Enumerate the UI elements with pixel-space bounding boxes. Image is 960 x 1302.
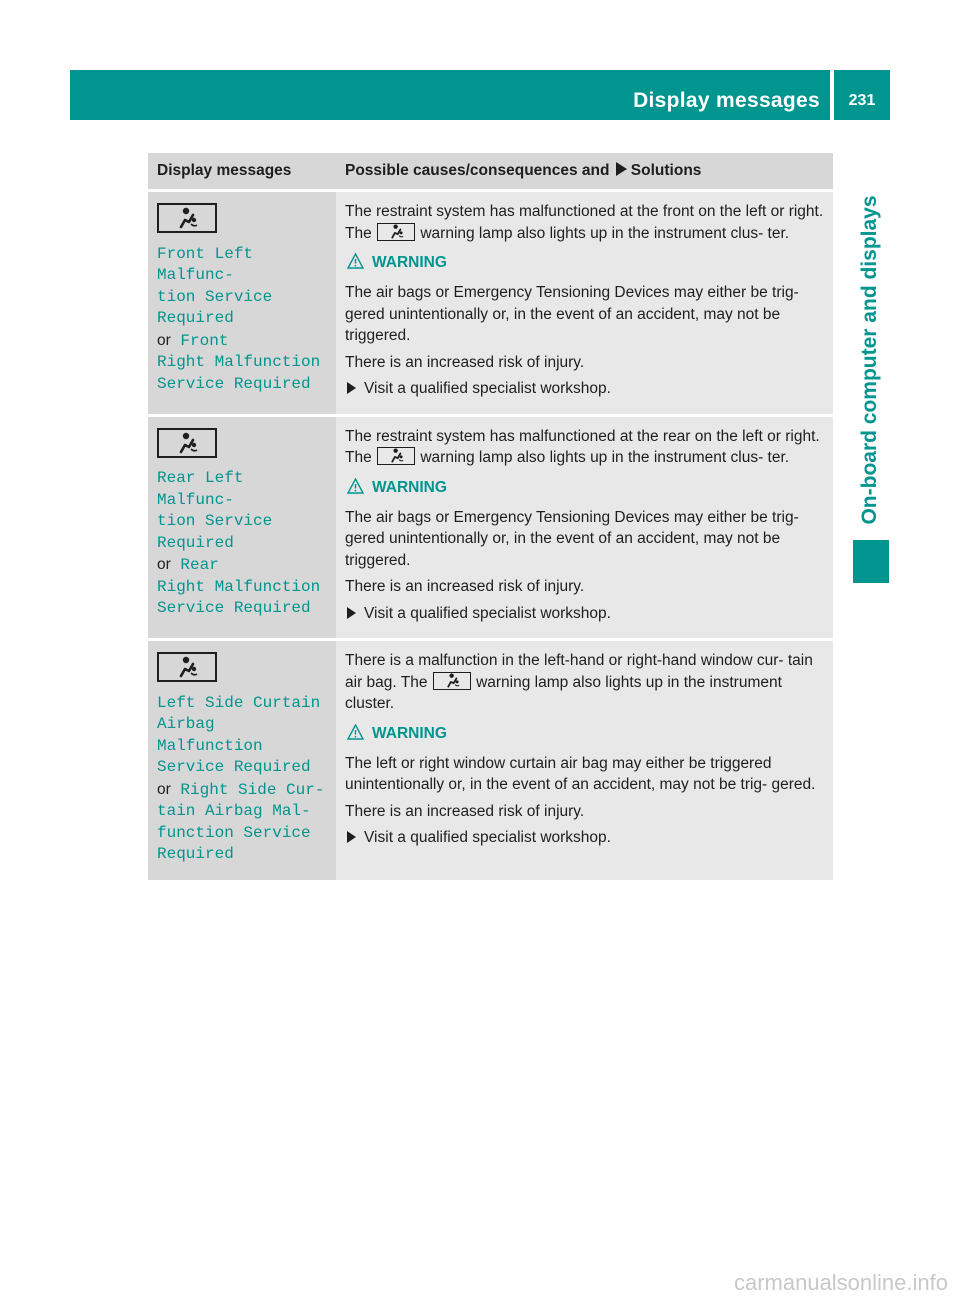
cause-text-end: warning lamp also lights up in the instrument clus‐ ter. (420, 449, 790, 466)
arrow-right-icon (347, 831, 356, 843)
message-text: function Service (157, 823, 311, 842)
table-row (148, 640, 833, 880)
display-messages-table (148, 153, 833, 880)
section-title: Display messages (633, 89, 820, 112)
warning-label: WARNING (372, 724, 447, 742)
message-text: Left Side Curtain (157, 693, 321, 712)
message-text: Rear (180, 556, 219, 574)
cause-text-start: The restraint system has malfunctioned at the rear on the left or right. The (345, 427, 820, 466)
arrow-right-icon (347, 607, 356, 619)
airbag-warning-icon (157, 203, 217, 233)
warning-triangle-icon (345, 479, 372, 496)
display-message-cell (148, 415, 336, 640)
message-text: tion Service (157, 287, 273, 306)
warning-label: WARNING (372, 478, 447, 496)
risk-text: There is an increased risk of injury. (345, 578, 585, 595)
arrow-right-icon (347, 382, 356, 394)
display-message-cell (148, 191, 336, 416)
column-header-solutions-label: Possible causes/consequences and (345, 162, 610, 180)
airbag-warning-icon (377, 447, 415, 465)
airbag-warning-icon (157, 428, 217, 458)
watermark: carmanualsonline.info (733, 1270, 948, 1295)
message-text: Airbag Malfunction (157, 715, 263, 755)
column-header-solutions-suffix: Solutions (630, 162, 702, 180)
warning-text: The left or right window curtain air bag may either be triggered unintentionally or, in the event of an accident, may not be trig‐ gered. (345, 754, 816, 793)
solution-cell (336, 415, 833, 640)
action-item (345, 603, 827, 625)
cause-text-start: The restraint system has malfunctioned at the front on the left or right. The (345, 203, 824, 242)
warning-heading (345, 252, 827, 274)
action-text: Visit a qualified specialist workshop. (364, 829, 611, 846)
message-text: Service Required (157, 374, 311, 393)
airbag-warning-icon (433, 672, 471, 690)
solution-cell (336, 640, 833, 880)
risk-text: There is an increased risk of injury. (345, 353, 585, 371)
cause-text-start: There is a malfunction in the left-hand or right-hand window cur‐ tain air bag. The (345, 652, 813, 691)
table-row (148, 191, 833, 416)
table-header-row (148, 153, 833, 191)
column-header-messages: Display messages (148, 153, 336, 191)
message-text: Right Side Cur‐ (180, 780, 325, 799)
message-text: Front Left Malfunc‐ (157, 244, 254, 284)
display-message-cell (148, 640, 336, 880)
cause-text (345, 201, 827, 244)
message-text: Front (180, 331, 229, 350)
display-message (157, 244, 327, 396)
warning-text: The air bags or Emergency Tensioning Devices may either be trig‐ gered unintentionally or, in the event of an accident, may not be triggered. (345, 284, 799, 344)
airbag-warning-icon (157, 652, 217, 682)
cause-text (345, 426, 827, 469)
display-message (157, 693, 327, 866)
message-text: Required (157, 309, 234, 327)
cause-text (345, 650, 827, 715)
table-row (148, 415, 833, 640)
arrow-right-icon (616, 162, 627, 176)
message-text: Service Required (157, 758, 311, 776)
chapter-label: On-board computer and displays (858, 195, 881, 525)
cause-text-end: warning lamp also lights up in the instrument cluster. (345, 673, 782, 712)
warning-heading (345, 477, 827, 499)
solution-cell (336, 191, 833, 416)
or-connector: or (157, 780, 171, 798)
message-text: Right Malfunction (157, 577, 321, 596)
message-text: tion Service (157, 512, 273, 530)
warning-triangle-icon (345, 254, 372, 271)
cause-text-end: warning lamp also lights up in the instrument clus‐ ter. (420, 224, 790, 242)
message-text: Rear Left Malfunc‐ (157, 469, 244, 509)
message-text: Service Required (157, 599, 311, 617)
action-text: Visit a qualified specialist workshop. (364, 604, 611, 622)
chapter-marker-block (853, 540, 889, 583)
warning-label: WARNING (372, 254, 447, 271)
risk-text: There is an increased risk of injury. (345, 802, 585, 820)
message-text: tain Airbag Mal‐ (157, 802, 311, 820)
message-text: Required (157, 845, 234, 863)
action-text: Visit a qualified specialist workshop. (364, 380, 611, 397)
action-item (345, 378, 827, 400)
page-header (70, 70, 890, 120)
warning-text: The air bags or Emergency Tensioning Devices may either be trig‐ gered unintentionally or, in the event of an accident, may not be triggered. (345, 508, 799, 569)
warning-triangle-icon (345, 725, 372, 742)
chapter-side-tab (853, 160, 887, 560)
or-connector: or (157, 556, 171, 573)
page-number: 231 (848, 92, 876, 109)
message-text: Required (157, 533, 234, 552)
display-message (157, 468, 327, 620)
warning-heading (345, 723, 827, 745)
action-item (345, 827, 827, 849)
message-text: Right Malfunction (157, 353, 321, 371)
airbag-warning-icon (377, 223, 415, 241)
column-header-solutions (336, 153, 833, 191)
or-connector: or (157, 331, 171, 349)
